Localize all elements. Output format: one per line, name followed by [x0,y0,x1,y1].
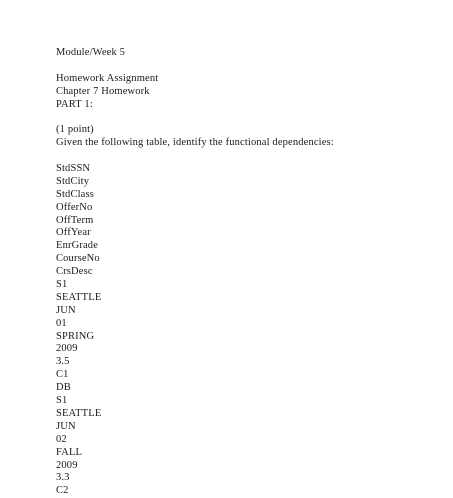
list-item: 02 [56,433,67,445]
list-item: 3.5 [56,356,70,368]
list-item: OffYear [56,227,91,239]
list-item: S1 [56,395,68,407]
list-item: C1 [56,369,69,381]
list-item: 2009 [56,459,78,471]
assignment-title: Homework Assignment [56,72,159,84]
list-item: OfferNo [56,201,93,213]
list-item: StdClass [56,188,94,200]
list-item: StdCity [56,175,90,187]
list-item: StdSSN [56,163,91,175]
document-body [56,47,334,498]
list-item: 2009 [56,343,78,355]
spacer [56,150,334,163]
list-item: OffTerm [56,214,94,226]
list-item: CourseNo [56,253,100,265]
list-item: EnrGrade [56,240,99,252]
list-item: FALL [56,446,83,458]
list-item: 3.3 [56,472,70,484]
list-item: CrsDesc [56,266,93,278]
list-item: 01 [56,317,67,329]
spacer [56,111,334,124]
question-points: (1 point) [56,124,94,136]
list-item: DB [56,382,71,394]
list-item: SPRING [56,330,95,342]
chapter-label: Chapter 7 Homework [56,85,150,97]
list-item: SEATTLE [56,407,102,419]
part-label: PART 1: [56,98,93,110]
list-item: C2 [56,485,69,497]
list-item: JUN [56,420,76,432]
list-item: SEATTLE [56,291,102,303]
table-values-list [56,163,334,498]
spacer [56,60,334,73]
question-prompt: Given the following table, identify the functional dependencies: [56,137,334,149]
list-item: JUN [56,304,76,316]
module-week-label: Module/Week 5 [56,47,126,58]
list-item: S1 [56,279,68,291]
